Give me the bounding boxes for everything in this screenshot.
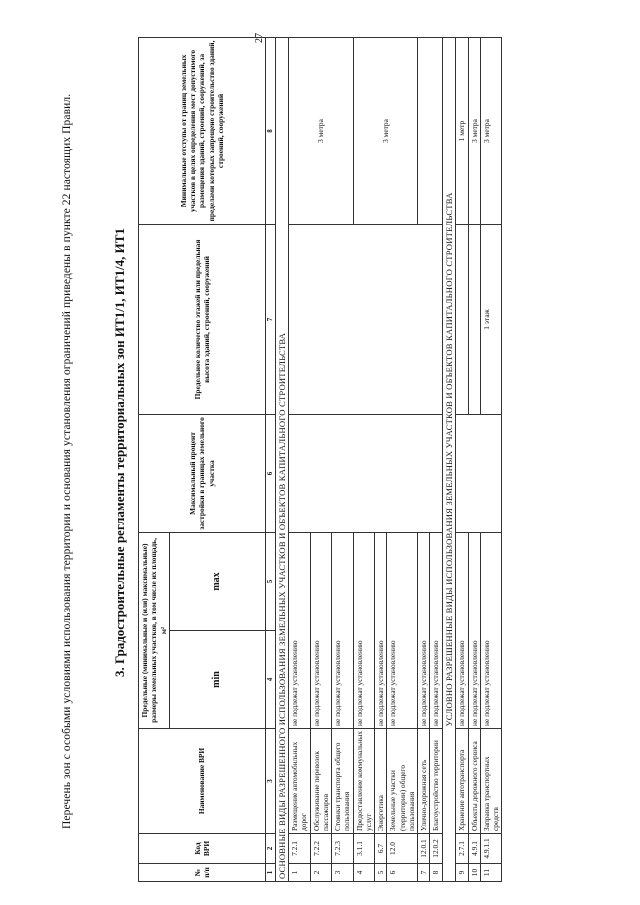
- row-name: Энергетика: [375, 729, 387, 834]
- row-code: 6.7: [375, 834, 387, 864]
- row-code: 12.0.1: [418, 834, 430, 864]
- section-main-label: ОСНОВНЫЕ ВИДЫ РАЗРЕШЕННОГО ИСПОЛЬЗОВАНИЯ ЗЕМЕЛЬНЫХ УЧАСТКОВ И ОБЪЕКТОВ КАПИТАЛЬНОГО СТРОИТЕЛЬСТВА: [275, 37, 289, 881]
- row-area: не подлежат установлению: [387, 532, 418, 728]
- row-code: 12.0.2: [430, 834, 442, 864]
- row-number: 1: [289, 864, 311, 882]
- row-code: 12.0: [387, 834, 418, 864]
- row-number: 6: [387, 864, 418, 882]
- section-row-main: [275, 37, 289, 881]
- row-code: 4.9.1.1: [480, 834, 502, 864]
- row-area: не подлежат установлению: [456, 532, 468, 728]
- row-area: не подлежат установлению: [332, 532, 354, 728]
- row-floors: [468, 224, 480, 414]
- col-floors-header: Предельное количество этажей или предельная высота зданий, строений, сооружений: [139, 224, 266, 414]
- row-number: 4: [353, 864, 375, 882]
- row-setback: 3 метра: [480, 37, 502, 224]
- row-setback: [418, 37, 443, 224]
- row-floors: [456, 224, 468, 414]
- row-number: 11: [480, 864, 502, 882]
- row-area: не подлежат установлению: [468, 532, 480, 728]
- column-number: 8: [265, 37, 275, 224]
- column-number-row: [265, 37, 275, 881]
- row-name: Хранение автотранспорта: [456, 729, 468, 834]
- intro-paragraph: Перечень зон с особыми условиями использования территории и основания установления ограничений приведены в пункте 22 настоящих Правил.: [61, 93, 73, 829]
- row-number: 7: [418, 864, 430, 882]
- section-row-conditional: [442, 37, 456, 881]
- row-code: 4.9.1: [468, 834, 480, 864]
- column-number: 5: [265, 532, 275, 630]
- row-area: не подлежат установлению: [418, 532, 430, 728]
- row-name: Земельные участки (территории) общего пользования: [387, 729, 418, 834]
- table-row: [456, 37, 468, 881]
- row-code: 3.1.1: [353, 834, 375, 864]
- section-conditional-label: УСЛОВНО РАЗРЕШЕННЫЕ ВИДЫ ИСПОЛЬЗОВАНИЯ ЗЕМЕЛЬНЫХ УЧАСТКОВ И ОБЪЕКТОВ КАПИТАЛЬНОГО СТРОИТЕЛЬСТВА: [442, 37, 456, 881]
- row-name: Заправка транспортных средств: [480, 729, 502, 834]
- column-number: 2: [265, 834, 275, 864]
- row-code: 2.7.1: [456, 834, 468, 864]
- row-area: не подлежат установлению: [353, 532, 375, 728]
- row-setback: 3 метра: [289, 37, 354, 224]
- row-name: Благоустройство территории: [430, 729, 442, 834]
- row-name: Обслуживание перевозок пассажиров: [310, 729, 332, 834]
- row-percent: [289, 414, 443, 532]
- regulations-table-wrapper: [138, 38, 502, 882]
- col-percent-header: Максимальный процент застройки в границах земельного участка: [139, 414, 266, 532]
- row-code: 7.2.2: [310, 834, 332, 864]
- col-setbacks-header: Минимальные отступы от границ земельных участков в целях определения мест допустимого размещения зданий, строений, сооружений, за пределами которых запрещено строительство зданий, строений, сооружений: [139, 37, 266, 224]
- col-max-header: max: [169, 532, 265, 630]
- table-row: [289, 37, 311, 881]
- col-name-header: Наименование ВРИ: [139, 729, 266, 834]
- col-num-header: № п/п: [139, 864, 266, 882]
- row-number: 3: [332, 864, 354, 882]
- col-min-header: min: [169, 631, 265, 729]
- row-setback: 1 метр: [456, 37, 468, 224]
- row-name: Улично-дорожная сеть: [418, 729, 430, 834]
- column-number: 7: [265, 224, 275, 414]
- column-number: 1: [265, 864, 275, 882]
- col-code-header: Код ВРИ: [139, 834, 266, 864]
- row-setback: 3 метра: [468, 37, 480, 224]
- row-area: не подлежат установлению: [310, 532, 332, 728]
- row-area: не подлежат установлению: [430, 532, 442, 728]
- row-floors: [289, 224, 443, 414]
- column-number: 3: [265, 729, 275, 834]
- row-area: не подлежат установлению: [289, 532, 311, 728]
- row-number: 2: [310, 864, 332, 882]
- page-number: 27: [254, 33, 265, 43]
- row-code: 7.2.3: [332, 834, 354, 864]
- row-number: 9: [456, 864, 468, 882]
- row-number: 10: [468, 864, 480, 882]
- row-code: 7.2.1: [289, 834, 311, 864]
- column-number: 6: [265, 414, 275, 532]
- row-percent: [456, 414, 502, 532]
- row-area: не подлежат установлению: [480, 532, 502, 728]
- regulations-table: [138, 37, 502, 882]
- row-name: Размещение автомобильных дорог: [289, 729, 311, 834]
- section-title: 3. Градостроительные регламенты территориальных зон ИТ1/1, ИТ1/4, ИТ1: [112, 228, 127, 677]
- header-row: [139, 37, 170, 881]
- row-setback: 3 метра: [353, 37, 418, 224]
- row-area: не подлежат установлению: [375, 532, 387, 728]
- row-name: Объекты дорожного сервиса: [468, 729, 480, 834]
- column-number: 4: [265, 631, 275, 729]
- row-name: Стоянки транспорта общего пользования: [332, 729, 354, 834]
- row-name: Предоставление коммунальных услуг: [353, 729, 375, 834]
- row-floors: 1 этаж: [480, 224, 502, 414]
- row-number: 8: [430, 864, 442, 882]
- row-number: 5: [375, 864, 387, 882]
- col-area-header: Предельные (минимальные и (или) максимальные) размеры земельных участков, в том числе их площадь, м²: [139, 532, 170, 728]
